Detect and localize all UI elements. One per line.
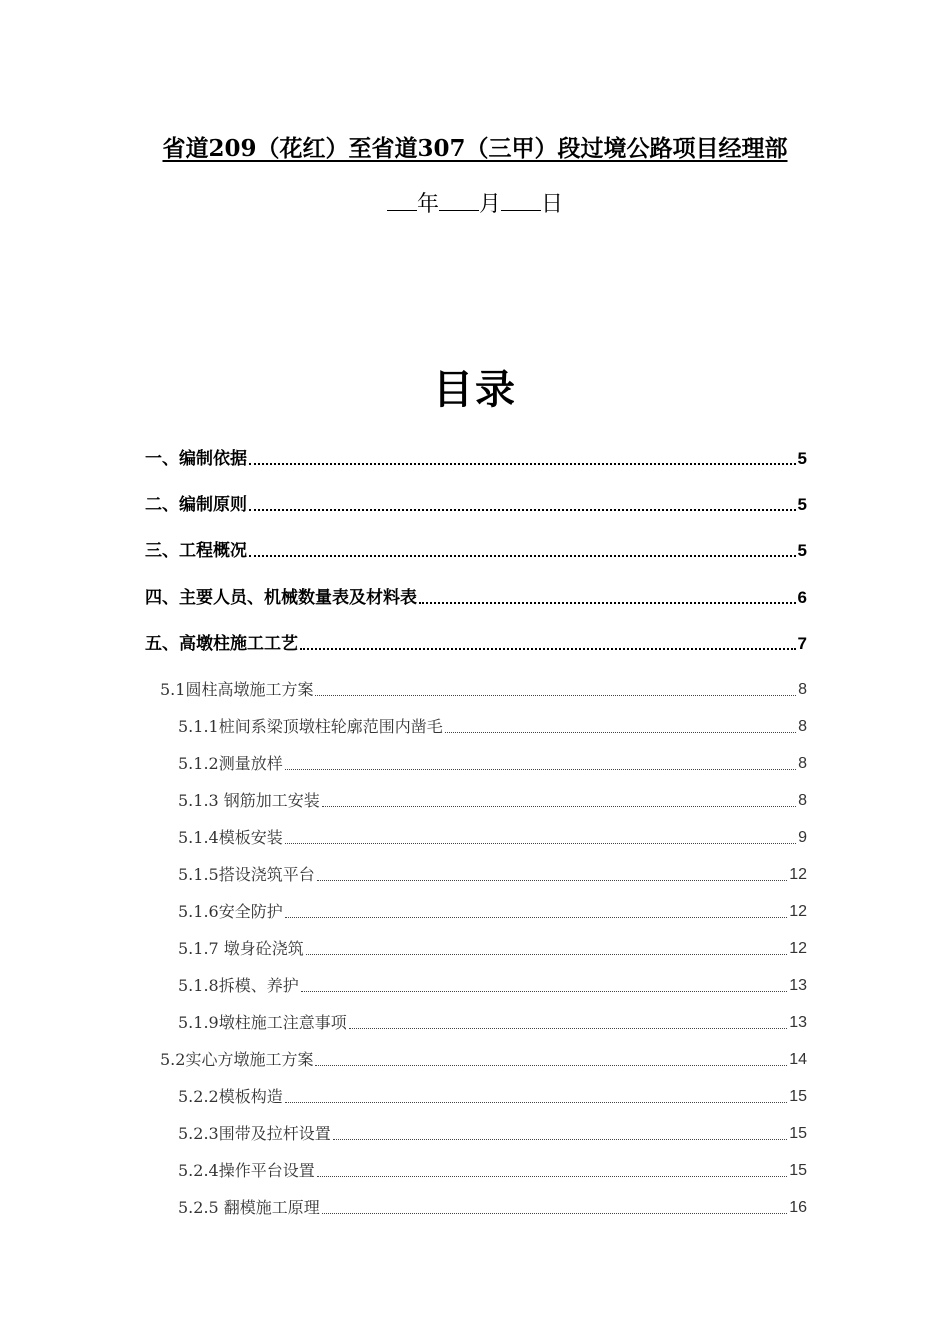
toc-entry-text: 5.1.2测量放样 — [178, 754, 283, 773]
toc-leader-dots — [285, 1101, 787, 1103]
toc-entry[interactable] — [178, 900, 807, 924]
toc-entry-text: 一、编制依据 — [145, 449, 247, 469]
toc-entry-text: 5.2实心方墩施工方案 — [160, 1050, 314, 1069]
toc-entry-page: 8 — [798, 718, 807, 735]
toc-entry[interactable] — [178, 752, 807, 776]
toc-entry[interactable] — [178, 1122, 807, 1146]
toc-entry[interactable] — [178, 863, 807, 887]
toc-entry-page: 13 — [789, 977, 807, 994]
toc-leader-dots — [315, 1064, 787, 1066]
toc-leader-dots — [445, 731, 796, 733]
day-label: 日 — [541, 192, 564, 217]
toc-entry-text: 5.2.4操作平台设置 — [178, 1161, 315, 1180]
toc-entry-text: 5.1圆柱高墩施工方案 — [160, 680, 314, 699]
toc-leader-dots — [333, 1138, 787, 1140]
toc-entry-page: 5 — [797, 541, 807, 560]
toc-leader-dots — [322, 1212, 787, 1214]
toc-entry-text: 四、主要人员、机械数量表及材料表 — [145, 588, 417, 608]
toc-entry-page: 9 — [798, 829, 807, 846]
toc-entry-page: 7 — [797, 634, 807, 653]
toc-entry-page: 15 — [789, 1088, 807, 1105]
toc-entry[interactable] — [160, 678, 807, 702]
toc-entry[interactable] — [145, 493, 807, 517]
month-label: 月 — [478, 192, 501, 217]
organization-name: 省道209（花红）至省道307（三甲）段过境公路项目经理部 — [162, 135, 788, 162]
toc-leader-dots — [419, 601, 796, 604]
toc-leader-dots — [301, 990, 787, 992]
toc-entry-page: 5 — [797, 449, 807, 468]
toc-entry[interactable] — [178, 715, 807, 739]
toc-entry[interactable] — [145, 632, 807, 656]
toc-leader-dots — [306, 953, 787, 955]
toc-entry[interactable] — [178, 1159, 807, 1183]
toc-entry-text: 5.2.3围带及拉杆设置 — [178, 1124, 331, 1143]
toc-entry-text: 5.1.7 墩身砼浇筑 — [178, 939, 304, 958]
toc-entry-page: 8 — [798, 792, 807, 809]
toc-entry[interactable] — [160, 1048, 807, 1072]
toc-entry[interactable] — [178, 974, 807, 998]
toc-leader-dots — [317, 879, 787, 881]
toc-entry-text: 5.1.6安全防护 — [178, 902, 283, 921]
toc-entry-text: 5.1.1桩间系梁顶墩柱轮廓范围内凿毛 — [178, 717, 443, 736]
toc-leader-dots — [300, 647, 796, 650]
toc-entry-text: 5.1.9墩柱施工注意事项 — [178, 1013, 347, 1032]
toc-entry[interactable] — [178, 1085, 807, 1109]
toc-entry-page: 12 — [789, 866, 807, 883]
toc-entry-page: 6 — [797, 588, 807, 607]
toc-leader-dots — [249, 508, 796, 511]
toc-entry[interactable] — [178, 789, 807, 813]
toc-entry-page: 16 — [789, 1199, 807, 1216]
toc-title: 目录 — [433, 366, 517, 413]
toc-entry-page: 8 — [798, 681, 807, 698]
toc-leader-dots — [349, 1027, 787, 1029]
toc-leader-dots — [317, 1175, 787, 1177]
toc-entry-page: 15 — [789, 1162, 807, 1179]
toc-entry-page: 5 — [797, 495, 807, 514]
toc-entry-page: 8 — [798, 755, 807, 772]
toc-entry-page: 12 — [789, 940, 807, 957]
toc-leader-dots — [315, 694, 796, 696]
toc-entry-text: 5.2.5 翻模施工原理 — [178, 1198, 320, 1217]
toc-entry-text: 5.1.8拆模、养护 — [178, 976, 299, 995]
toc-entry-text: 三、工程概况 — [145, 541, 247, 561]
toc-entry[interactable] — [178, 1011, 807, 1035]
toc-leader-dots — [322, 805, 796, 807]
toc-entry[interactable] — [145, 539, 807, 563]
toc-entry-text: 5.1.3 钢筋加工安装 — [178, 791, 320, 810]
toc-entry[interactable] — [178, 937, 807, 961]
toc-entry-page: 12 — [789, 903, 807, 920]
toc-entry-page: 14 — [789, 1051, 807, 1068]
toc-entry-page: 13 — [789, 1014, 807, 1031]
toc-leader-dots — [285, 842, 796, 844]
toc-leader-dots — [285, 916, 787, 918]
toc-leader-dots — [249, 554, 796, 557]
toc-leader-dots — [285, 768, 796, 770]
year-label: 年 — [416, 192, 439, 217]
toc-entry-page: 15 — [789, 1125, 807, 1142]
toc-leader-dots — [249, 462, 796, 465]
toc-entry-text: 5.1.4模板安装 — [178, 828, 283, 847]
toc-entry[interactable] — [178, 826, 807, 850]
toc-entry[interactable] — [178, 1196, 807, 1220]
toc-entry-text: 5.2.2模板构造 — [178, 1087, 283, 1106]
toc-entry-text: 5.1.5搭设浇筑平台 — [178, 865, 315, 884]
toc-entry[interactable] — [145, 586, 807, 610]
toc-entry-text: 五、高墩柱施工工艺 — [145, 634, 298, 654]
toc-entry[interactable] — [145, 447, 807, 471]
toc-entry-text: 二、编制原则 — [145, 495, 247, 515]
